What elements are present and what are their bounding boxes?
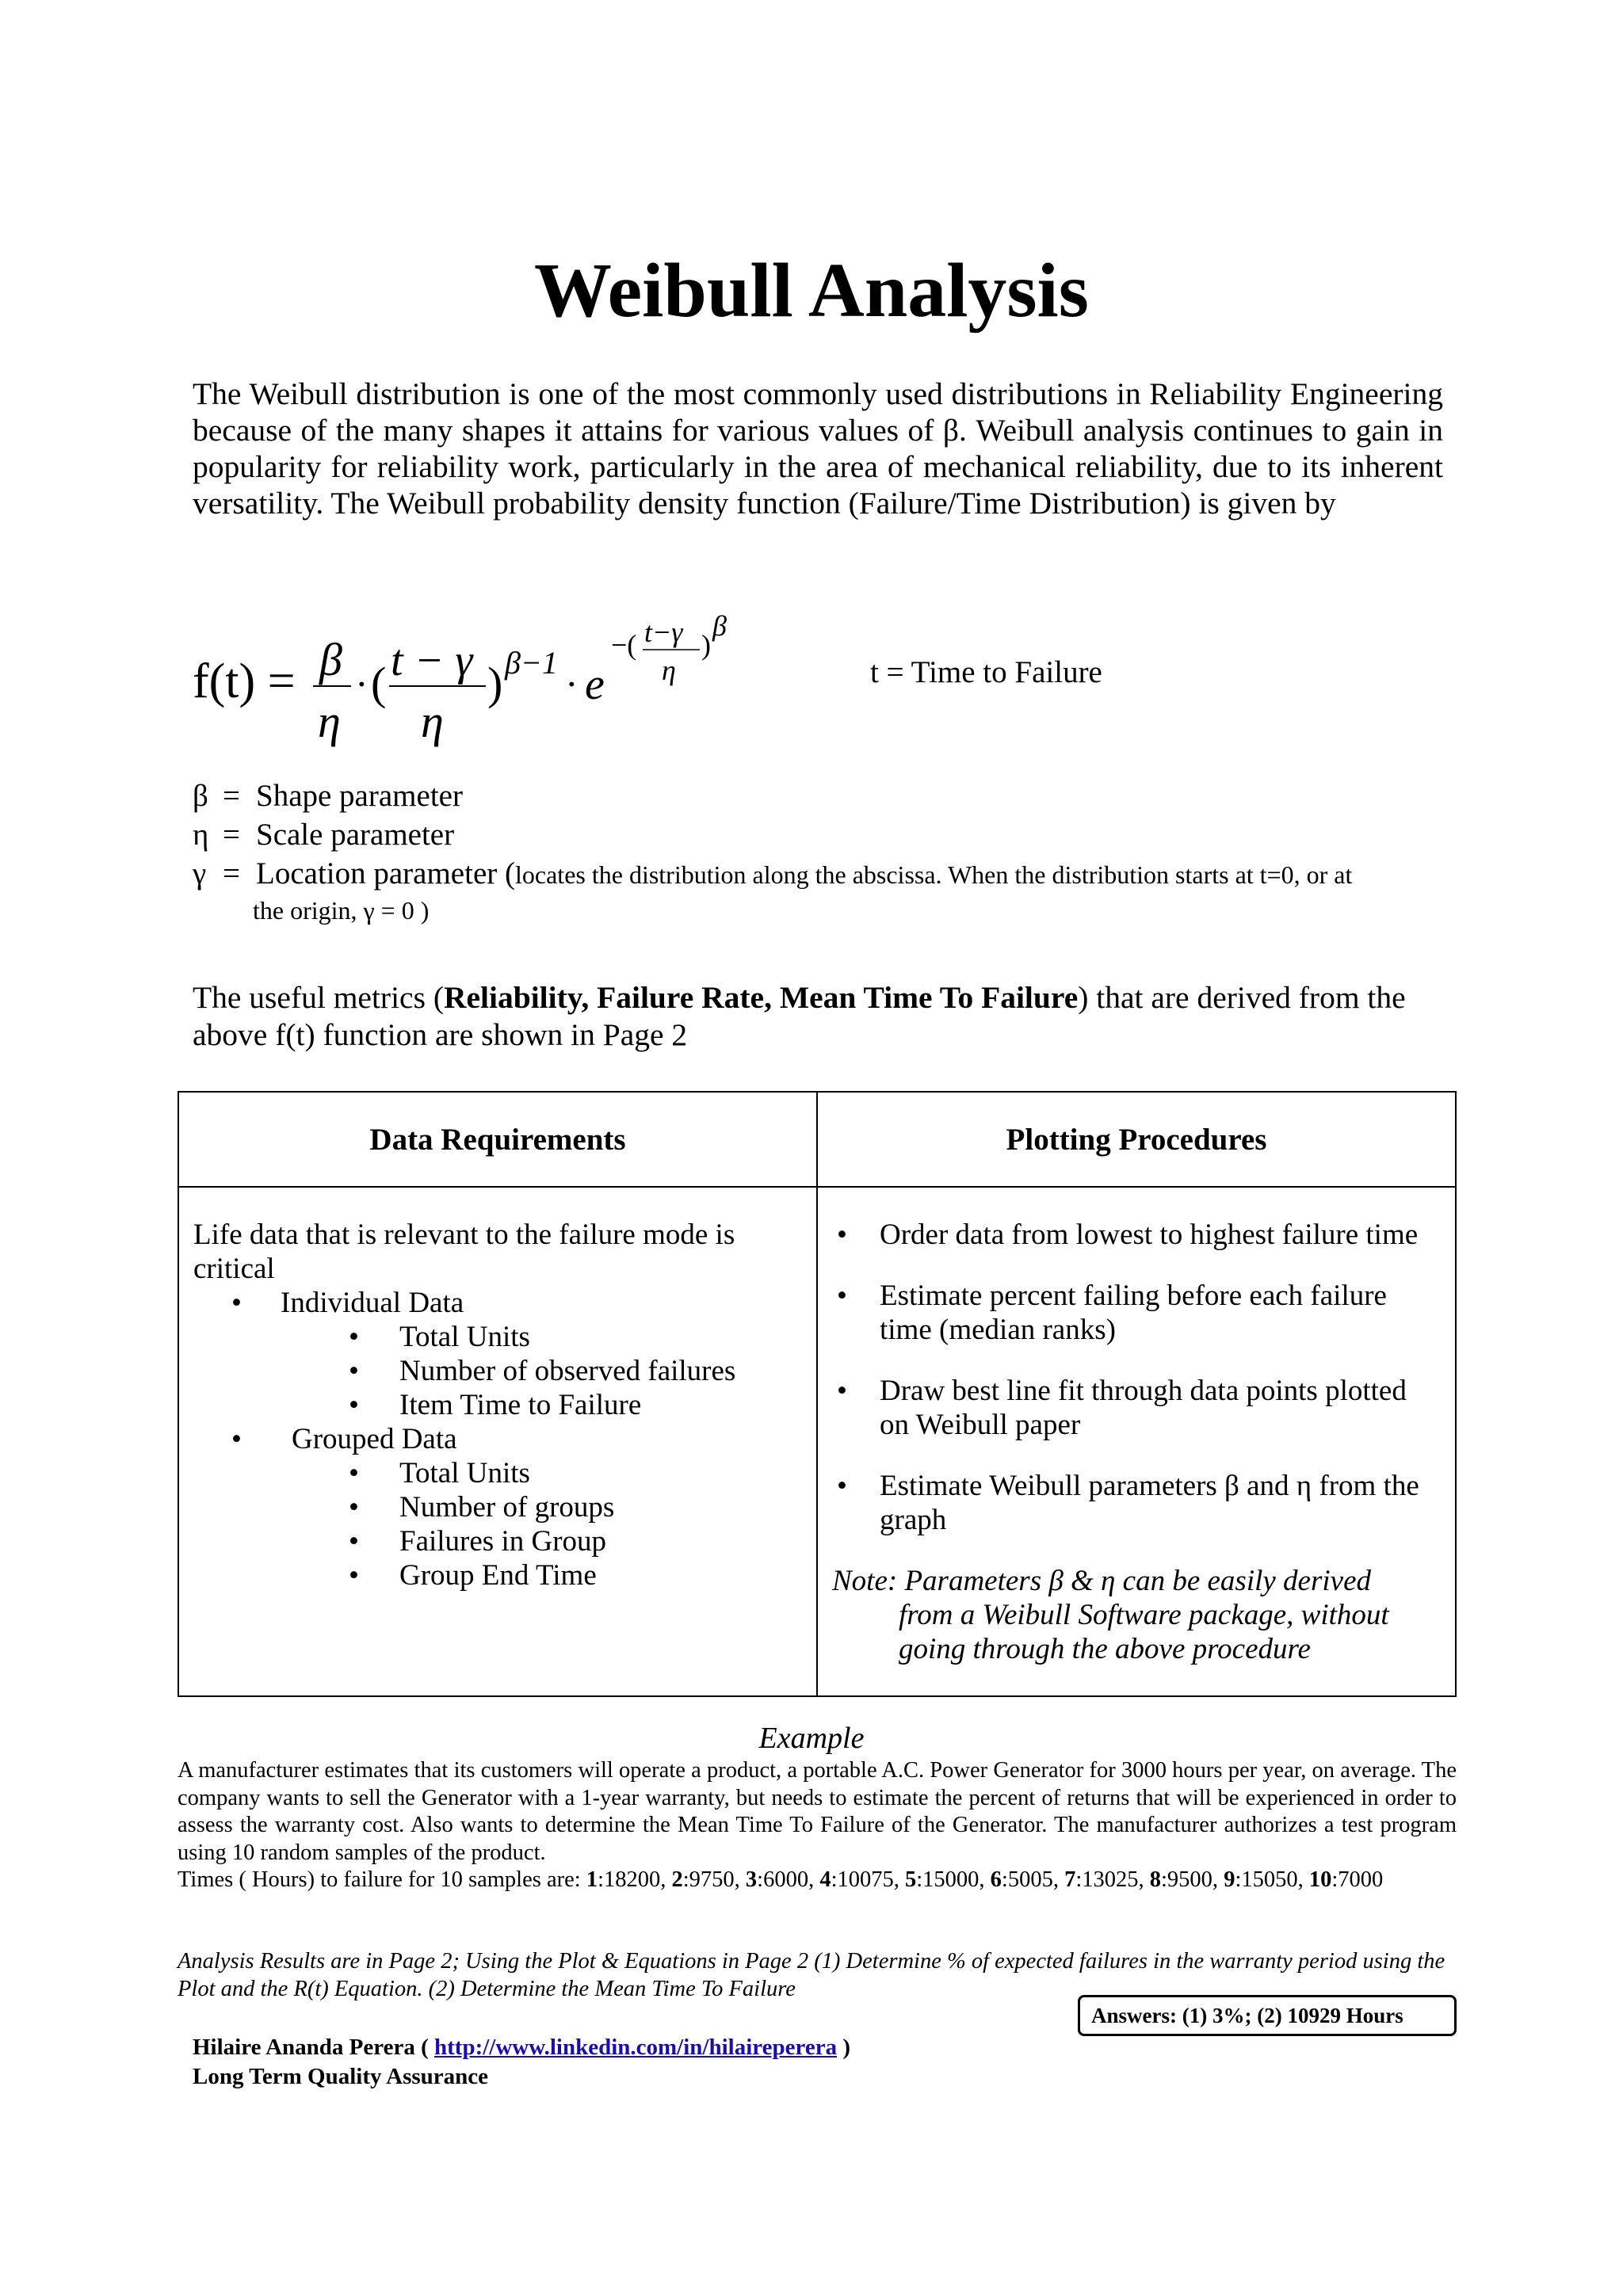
param-beta-symbol: β [193, 779, 208, 813]
sample-number: 6 [990, 1867, 1002, 1892]
sample-number: 1 [586, 1867, 598, 1892]
formula-eta2: η [421, 696, 444, 747]
param-gamma-equals: = [223, 856, 240, 891]
param-gamma-note-cont: the origin, γ = 0 ) [253, 896, 430, 925]
param-eta [193, 815, 1352, 854]
sample-value: :9750, [682, 1867, 746, 1892]
sample-value: :6000, [757, 1867, 820, 1892]
author-block [193, 2033, 850, 2092]
formula-exp-eta: η [662, 654, 676, 686]
sample-entry [991, 1867, 1064, 1892]
sample-number: 3 [745, 1867, 758, 1892]
individual-sub-item: • Total Units [193, 1320, 802, 1354]
analysis-instructions: Analysis Results are in Page 2; Using the Plot & Equations in Page 2 (1) Determine % of expected failures in the warranty period using the Plot and the R(t) Equation. (2) Determine the Mean Time To Failure [178, 1949, 1445, 2001]
sample-value: :15000, [916, 1867, 991, 1892]
sample-times-list [586, 1867, 1383, 1892]
formula-dot1: · [355, 662, 369, 706]
sample-number: 10 [1308, 1867, 1332, 1892]
individual-data-item [193, 1286, 802, 1320]
metrics-bold: Reliability, Failure Rate, Mean Time To Failure [443, 980, 1079, 1015]
grouped-sub-item: • Failures in Group [193, 1524, 802, 1558]
param-gamma [193, 854, 1352, 894]
sample-number: 2 [671, 1867, 683, 1892]
param-gamma-symbol: γ [193, 856, 207, 891]
param-gamma-note: locates the distribution along the abscissa. When the distribution starts at t=0, or at [515, 860, 1353, 889]
formula-lhs: f(t) = [193, 654, 296, 708]
page-title: Weibull Analysis [534, 248, 1089, 334]
procedure-item: • Estimate Weibull parameters β and η from the graph [832, 1469, 1441, 1537]
sample-value: :15050, [1235, 1867, 1309, 1892]
sample-value: :7000 [1331, 1867, 1384, 1892]
formula-exp-close: ) [701, 629, 711, 661]
procedure-item: • Estimate percent failing before each failure time (median ranks) [832, 1279, 1441, 1347]
note-line-2: from a Weibull Software package, without [899, 1599, 1389, 1631]
plotting-procedures-cell [817, 1187, 1456, 1696]
weibull-pdf-formula [193, 610, 906, 753]
grouped-sub-item: • Number of groups [193, 1490, 802, 1524]
formula-e: e [585, 660, 605, 709]
sample-entry [1224, 1867, 1309, 1892]
grouped-data-item [193, 1422, 802, 1456]
formula-exp-beta: β [712, 610, 727, 642]
sample-number: 8 [1149, 1867, 1162, 1892]
sample-entry [819, 1867, 905, 1892]
author-linkedin-link[interactable]: http://www.linkedin.com/in/hilaireperera [434, 2035, 838, 2060]
procedure-item: • Order data from lowest to highest failure time [832, 1218, 1441, 1252]
individual-sub-item: • Item Time to Failure [193, 1388, 802, 1422]
formula-exp-neg-open: −( [611, 629, 637, 661]
intro-paragraph: The Weibull distribution is one of the most commonly used distributions in Reliability Engineering because of the many shapes it attains for various values of β. Weibull analysis continues to gain in popularity for reliability work, particularly in the area of mechanical reliability, due to its inherent versatility. The Weibull probability density function (Failure/Time Distribution) is given by [193, 376, 1443, 521]
param-gamma-desc: Location parameter ( [256, 856, 515, 891]
individual-data-label: Individual Data [281, 1287, 464, 1319]
sample-value: :9500, [1161, 1867, 1224, 1892]
data-requirements-header: Data Requirements [178, 1092, 817, 1187]
software-note [832, 1564, 1441, 1666]
example-title: Example [758, 1722, 865, 1755]
grouped-sub-item: • Group End Time [193, 1558, 802, 1592]
sample-number: 4 [819, 1867, 831, 1892]
formula-t-minus-gamma: t − γ [391, 636, 473, 685]
sample-value: :10075, [831, 1867, 905, 1892]
note-line-3: going through the above procedure [899, 1633, 1311, 1665]
sample-entry [586, 1867, 672, 1892]
author-name: Hilaire Ananda Perera ( [193, 2035, 435, 2060]
example-description: A manufacturer estimates that its customers will operate a product, a portable A.C. Power Generator for 3000 hours per year, on average. The company wants to sell the Generator with a 1-year warranty, but needs to estimate the percent of returns that will be experienced in order to assess the warranty cost. Also wants to determine the Mean Time To Failure of the Generator. The manufacturer authorizes a test program using 10 random samples of the product. [178, 1758, 1457, 1865]
formula-exp-num: t−γ [644, 616, 683, 648]
param-eta-symbol: η [193, 818, 209, 852]
time-to-failure-definition: t = Time to Failure [870, 655, 1102, 689]
sample-entry [905, 1867, 991, 1892]
metrics-post: ) that are derived from the above f(t) function are shown in Page 2 [193, 980, 1406, 1052]
author-line [193, 2033, 850, 2062]
procedure-item: • Draw best line fit through data points plotted on Weibull paper [832, 1374, 1441, 1442]
sample-number: 5 [905, 1867, 917, 1892]
grouped-sub-item: • Total Units [193, 1456, 802, 1490]
grouped-data-label: Grouped Data [292, 1423, 457, 1455]
data-requirements-cell [178, 1187, 817, 1696]
sample-entry [1309, 1867, 1383, 1892]
formula-open-paren: ( [371, 658, 387, 709]
sample-number: 9 [1224, 1867, 1235, 1892]
sample-value: :13025, [1075, 1867, 1150, 1892]
metrics-paragraph [193, 979, 1443, 1054]
sample-value: :5005, [1001, 1867, 1065, 1892]
formula-exponent: β−1 [505, 645, 558, 681]
sample-entry [671, 1867, 745, 1892]
sample-entry [746, 1867, 819, 1892]
requirements-table [178, 1091, 1457, 1697]
param-eta-desc: Scale parameter [256, 818, 455, 852]
param-beta [193, 776, 1352, 815]
procedure-list [832, 1218, 1441, 1537]
sample-entry [1064, 1867, 1150, 1892]
formula-beta: β [319, 634, 342, 685]
author-name-close: ) [837, 2035, 851, 2060]
param-eta-equals: = [223, 818, 240, 852]
sample-times-intro: Times ( Hours) to failure for 10 samples are: [178, 1867, 581, 1892]
formula-dot2: · [565, 662, 579, 706]
answers-box: Answers: (1) 3%; (2) 10929 Hours [1078, 1995, 1457, 2036]
metrics-pre: The useful metrics ( [193, 980, 444, 1015]
sample-value: :18200, [598, 1867, 672, 1892]
sample-entry [1150, 1867, 1224, 1892]
param-beta-desc: Shape parameter [256, 779, 463, 813]
example-text [178, 1757, 1457, 1894]
data-req-intro: Life data that is relevant to the failure mode is critical [193, 1219, 735, 1285]
plotting-procedures-header: Plotting Procedures [817, 1092, 1456, 1187]
note-line-1: Note: Parameters β & η can be easily derived [832, 1565, 1372, 1597]
sample-number: 7 [1064, 1867, 1076, 1892]
formula-eta1: η [318, 696, 341, 747]
param-beta-equals: = [223, 779, 240, 813]
formula-close-paren: ) [487, 658, 503, 709]
parameter-list [193, 776, 1352, 926]
author-organization: Long Term Quality Assurance [193, 2064, 489, 2089]
individual-sub-item: • Number of observed failures [193, 1354, 802, 1388]
